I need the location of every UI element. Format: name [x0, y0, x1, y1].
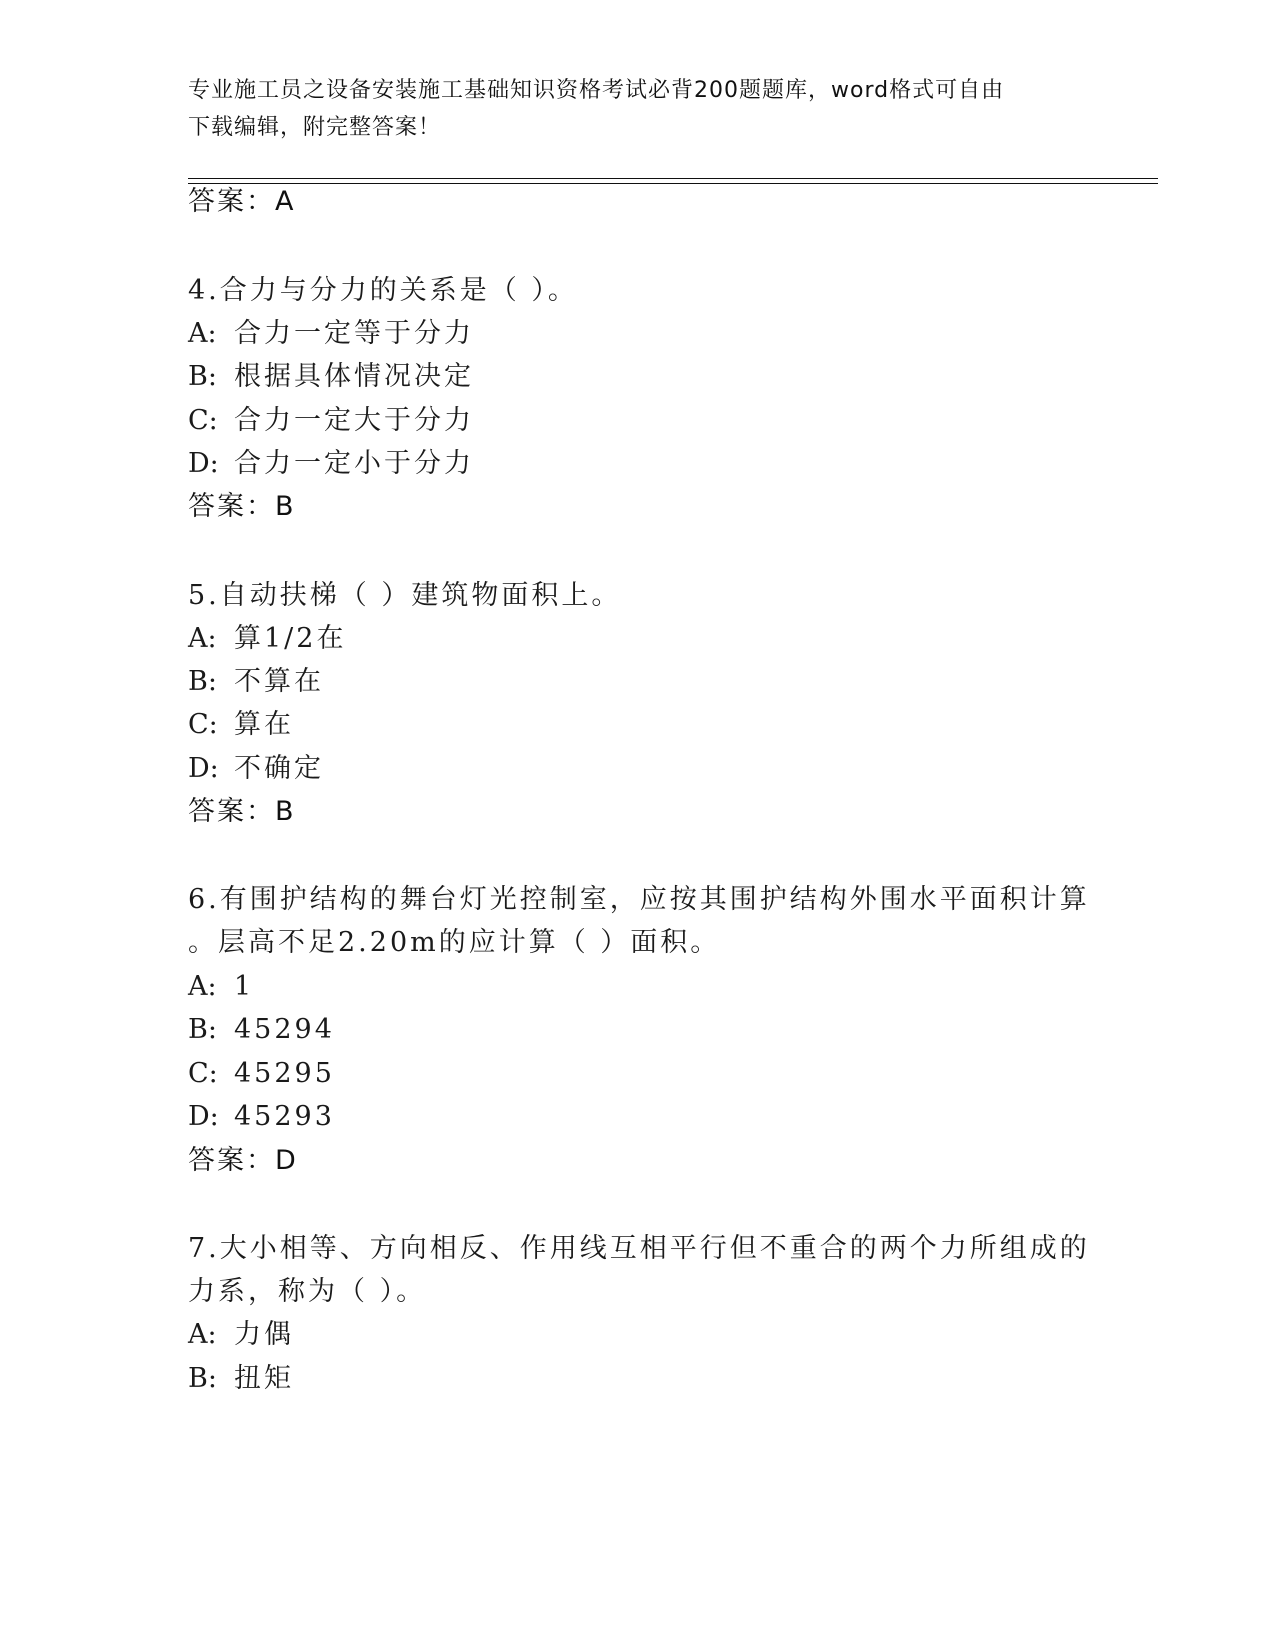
question-4-option-a	[188, 318, 474, 350]
question-4-option-d	[188, 448, 474, 480]
header-divider-bottom	[188, 183, 1158, 184]
question-6-option-a	[188, 971, 254, 1003]
option-label: B:	[188, 361, 217, 392]
option-text: 不算在	[234, 666, 324, 697]
question-5-option-b	[188, 666, 324, 698]
question-7-option-b	[188, 1363, 294, 1395]
option-label: B:	[188, 666, 217, 697]
option-label: B:	[188, 1014, 217, 1045]
question-5-option-a	[188, 623, 346, 655]
question-5-option-c	[188, 709, 294, 741]
option-text: 45294	[234, 1014, 335, 1045]
question-4-option-c	[188, 405, 474, 437]
question-7-option-a	[188, 1319, 294, 1351]
question-5-option-d	[188, 753, 324, 785]
question-6-stem-line-1: 6.有围护结构的舞台灯光控制室，应按其围护结构外围水平面积计算	[188, 884, 1090, 915]
option-label: C:	[188, 405, 218, 436]
option-text: 力偶	[234, 1319, 294, 1350]
option-label: B:	[188, 1363, 217, 1394]
answer-q4: 答案：B	[188, 491, 296, 522]
question-7-stem-line-2: 力系，称为（ ）。	[188, 1276, 427, 1307]
question-6-stem-line-2: 。层高不足2.20m的应计算（ ）面积。	[188, 927, 721, 958]
question-7-stem-line-1: 7.大小相等、方向相反、作用线互相平行但不重合的两个力所组成的	[188, 1233, 1090, 1264]
header-line-1: 专业施工员之设备安装施工基础知识资格考试必背200题题库，word格式可自由	[188, 78, 1005, 103]
option-text: 不确定	[234, 753, 324, 784]
question-4-option-b	[188, 361, 474, 393]
option-text: 算在	[234, 709, 294, 740]
option-text: 45293	[234, 1101, 335, 1132]
option-text: 45295	[234, 1058, 335, 1089]
option-text: 根据具体情况决定	[234, 361, 474, 392]
option-label: C:	[188, 1058, 218, 1089]
option-label: A:	[188, 623, 217, 654]
option-text: 合力一定等于分力	[234, 318, 474, 349]
question-6-option-c	[188, 1058, 335, 1090]
option-text: 算1/2在	[234, 623, 347, 654]
option-label: A:	[188, 971, 217, 1002]
option-text: 扭矩	[234, 1363, 294, 1394]
answer-q3: 答案：A	[188, 186, 296, 217]
header-divider-top	[188, 178, 1158, 179]
header-line-2: 下载编辑，附完整答案！	[188, 115, 442, 140]
document-header	[188, 72, 1088, 146]
question-5-stem: 5.自动扶梯（ ）建筑物面积上。	[188, 580, 622, 611]
option-text: 合力一定大于分力	[234, 405, 474, 436]
answer-q6: 答案：D	[188, 1145, 298, 1176]
question-6-option-d	[188, 1101, 335, 1133]
option-label: D:	[188, 753, 219, 784]
option-label: C:	[188, 709, 218, 740]
option-label: D:	[188, 448, 219, 479]
question-4-stem: 4.合力与分力的关系是（ ）。	[188, 275, 578, 306]
option-text: 1	[234, 971, 255, 1002]
option-label: A:	[188, 318, 217, 349]
option-label: D:	[188, 1101, 219, 1132]
answer-q5: 答案：B	[188, 796, 296, 827]
option-label: A:	[188, 1319, 217, 1350]
option-text: 合力一定小于分力	[234, 448, 474, 479]
question-6-option-b	[188, 1014, 335, 1046]
